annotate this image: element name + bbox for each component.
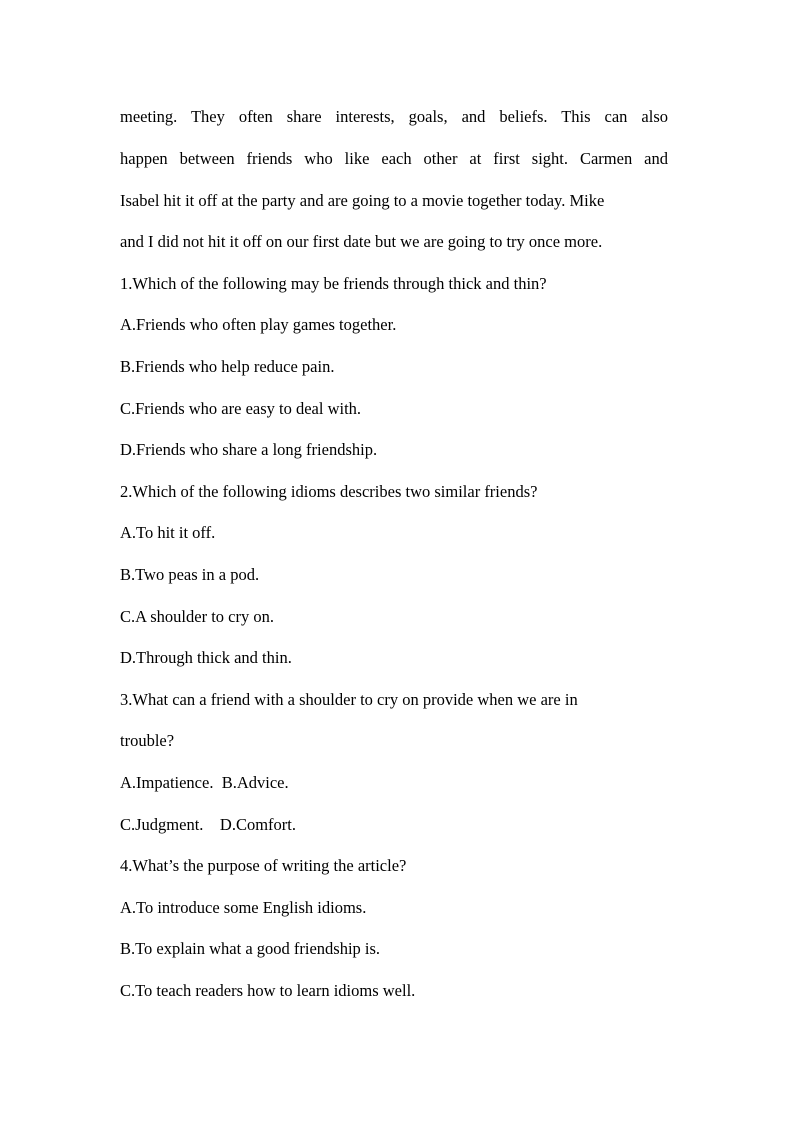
question-1-option-c: C.Friends who are easy to deal with.: [120, 399, 362, 418]
passage-line: meeting. They often share interests, goals, and beliefs. This can also: [120, 107, 668, 126]
question-1-option-d: D.Friends who share a long friendship.: [120, 440, 378, 459]
question-3-options-cd: C.Judgment. D.Comfort.: [120, 815, 296, 834]
question-1-option-a: A.Friends who often play games together.: [120, 315, 397, 334]
question-3-stem: 3.What can a friend with a shoulder to cry on provide when we are in: [120, 690, 578, 709]
question-3-options-ab: A.Impatience. B.Advice.: [120, 773, 289, 792]
passage-line: and I did not hit it off on our first date but we are going to try once more.: [120, 232, 603, 251]
question-2-option-b: B.Two peas in a pod.: [120, 565, 260, 584]
passage-line: happen between friends who like each other at first sight. Carmen and: [120, 149, 668, 168]
question-2-option-c: C.A shoulder to cry on.: [120, 607, 274, 626]
question-4-option-b: B.To explain what a good friendship is.: [120, 939, 381, 958]
question-2-option-a: A.To hit it off.: [120, 523, 216, 542]
question-4-option-c: C.To teach readers how to learn idioms well.: [120, 981, 416, 1000]
passage-line: Isabel hit it off at the party and are going to a movie together today. Mike: [120, 191, 605, 210]
question-1-option-b: B.Friends who help reduce pain.: [120, 357, 335, 376]
question-3-stem-continued: trouble?: [120, 731, 175, 750]
question-4-option-a: A.To introduce some English idioms.: [120, 898, 367, 917]
question-2-stem: 2.Which of the following idioms describes two similar friends?: [120, 482, 538, 501]
question-2-option-d: D.Through thick and thin.: [120, 648, 292, 667]
question-4-stem: 4.What’s the purpose of writing the article?: [120, 856, 407, 875]
question-1-stem: 1.Which of the following may be friends through thick and thin?: [120, 274, 547, 293]
